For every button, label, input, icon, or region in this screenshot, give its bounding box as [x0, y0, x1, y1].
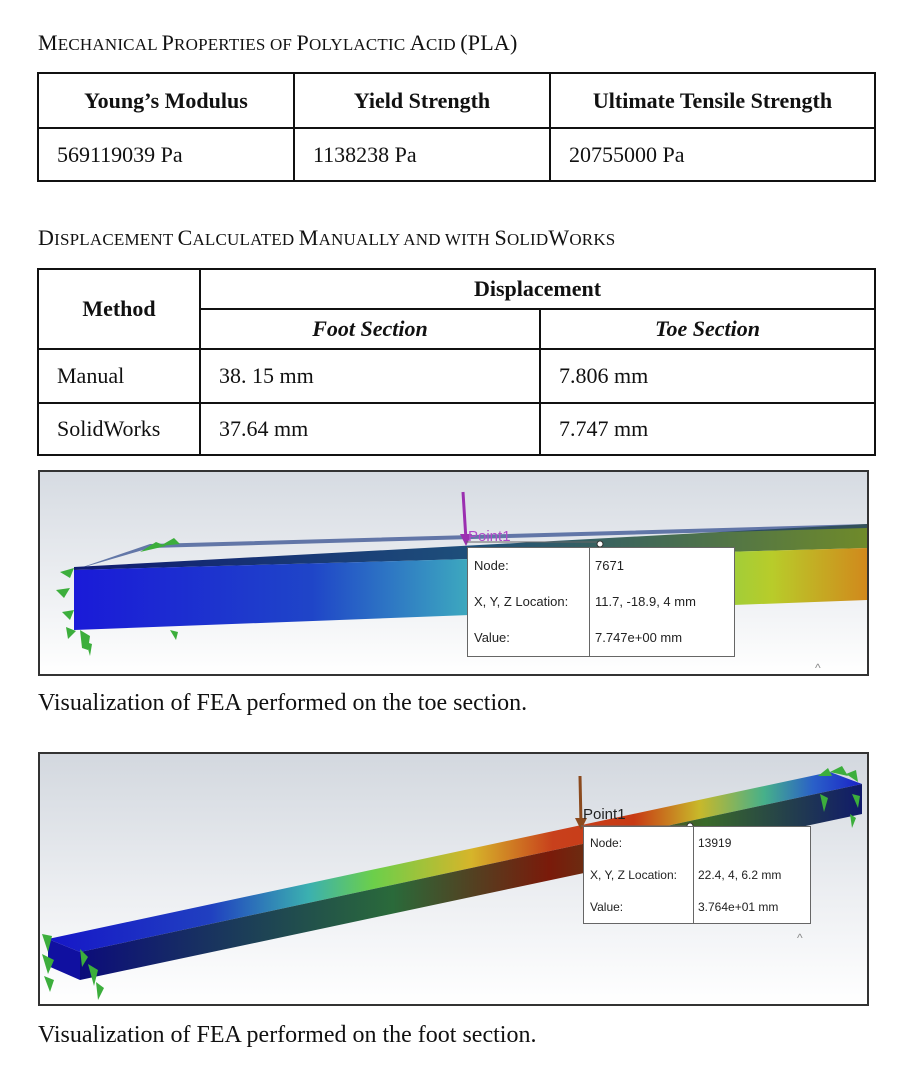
point-label: Point1	[468, 528, 511, 545]
toe-fea-render	[40, 472, 867, 674]
header-foot-section: Foot Section	[200, 309, 540, 349]
header-method: Method	[38, 269, 200, 349]
value-uts: 20755000 Pa	[550, 128, 875, 181]
value-row: Value: 3.764e+01 mm	[590, 900, 779, 914]
properties-table	[37, 72, 876, 182]
displacement-table	[37, 268, 876, 456]
location-row: X, Y, Z Location: 11.7, -18.9, 4 mm	[474, 594, 696, 609]
header-toe-section: Toe Section	[540, 309, 875, 349]
properties-title: MECHANICAL PROPERTIES OF POLYLACTIC ACID (PLA)	[38, 30, 518, 55]
node-row: Node: 13919	[590, 836, 732, 850]
value-yield-strength: 1138238 Pa	[294, 128, 550, 181]
node-row: Node: 7671	[474, 558, 624, 573]
header-uts: Ultimate Tensile Strength	[550, 73, 875, 128]
foot-value-cell: 37.64 mm	[200, 403, 540, 455]
probe-tooltip	[583, 826, 811, 924]
collapse-chevron-icon: ^	[797, 931, 803, 945]
displacement-title: DISPLACEMENT CALCULATED MANUALLY AND WITH SOLIDWORKS	[38, 225, 616, 250]
point-label: Point1	[583, 806, 626, 823]
header-displacement: Displacement	[200, 269, 875, 309]
table-row	[38, 403, 875, 455]
toe-value-cell: 7.806 mm	[540, 349, 875, 403]
foot-fea-image	[38, 752, 869, 1006]
load-arrow-icon	[580, 776, 581, 824]
value-row: Value: 7.747e+00 mm	[474, 630, 683, 645]
table-row	[38, 349, 875, 403]
collapse-chevron-icon: ^	[815, 661, 821, 674]
value-youngs-modulus: 569119039 Pa	[38, 128, 294, 181]
toe-value-cell: 7.747 mm	[540, 403, 875, 455]
method-cell: Manual	[38, 349, 200, 403]
location-row: X, Y, Z Location: 22.4, 4, 6.2 mm	[590, 868, 782, 882]
header-yield-strength: Yield Strength	[294, 73, 550, 128]
toe-fea-image	[38, 470, 869, 676]
foot-caption: Visualization of FEA performed on the foot section.	[38, 1022, 537, 1048]
foot-value-cell: 38. 15 mm	[200, 349, 540, 403]
toe-caption: Visualization of FEA performed on the toe section.	[38, 690, 528, 716]
header-youngs-modulus: Young’s Modulus	[38, 73, 294, 128]
method-cell: SolidWorks	[38, 403, 200, 455]
probe-tooltip	[467, 547, 735, 657]
